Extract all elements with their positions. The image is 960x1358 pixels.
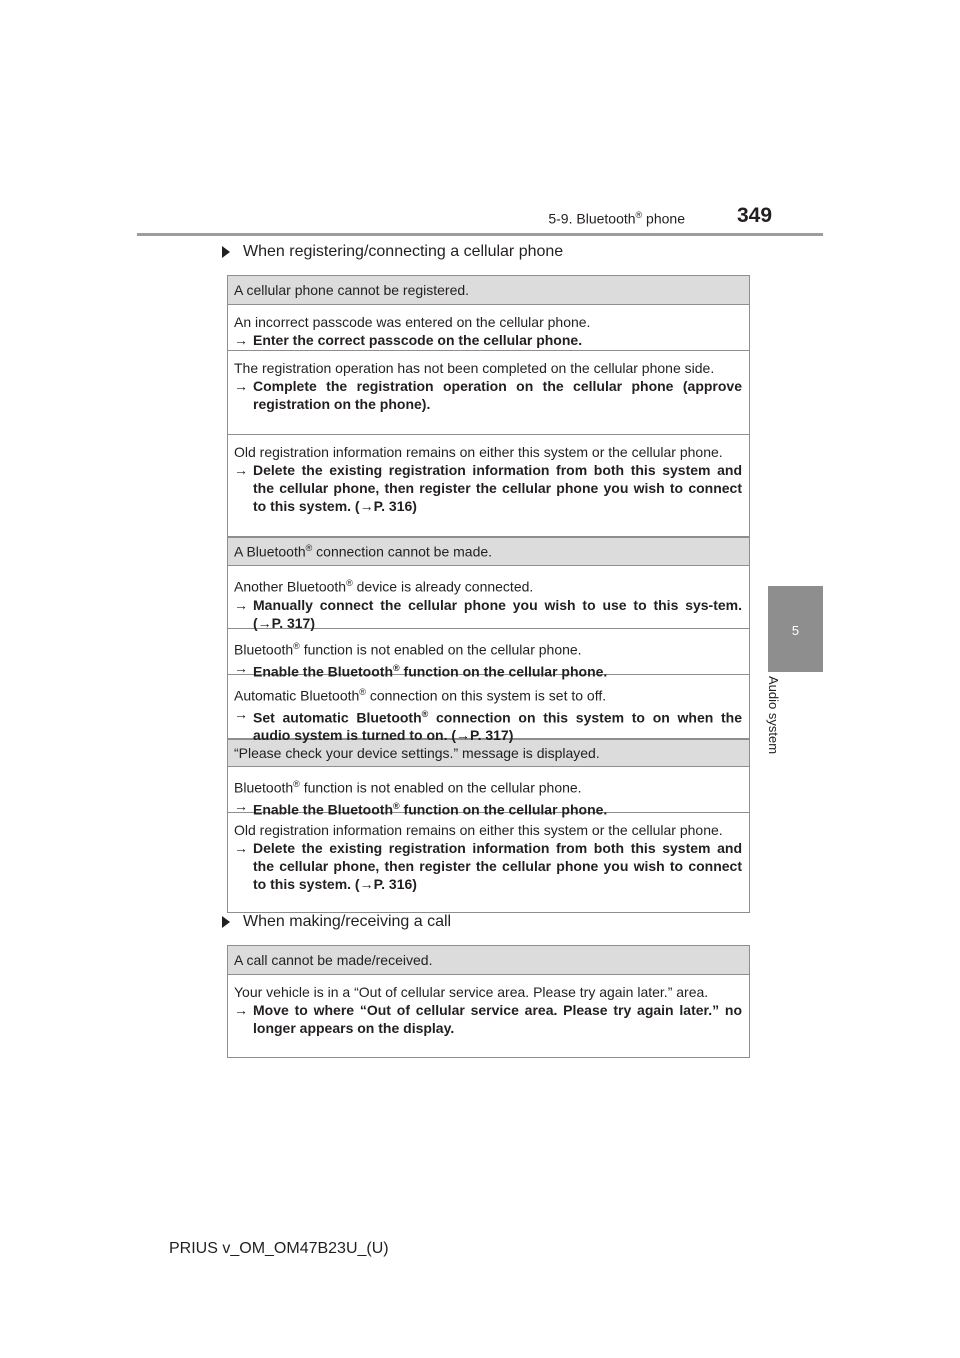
cause-text: Bluetooth® function is not enabled on the cellular phone. [234, 779, 582, 796]
remedy-text: → Move to where “Out of cellular service area. Please try again later.” no longer appears on the display. [234, 1002, 742, 1036]
remedy-text: → Manually connect the cellular phone you wish to use to this sys-tem. (→P. 317) [234, 596, 742, 631]
troubleshoot-row [228, 629, 749, 680]
remedy-text: → Enable the Bluetooth® function on the cellular phone. [234, 659, 608, 680]
cause-text: Old registration information remains on either this system or the cellular phone. [234, 822, 723, 838]
page-number: 349 [737, 204, 773, 227]
registered-mark: ® [635, 210, 643, 220]
cause-text: Your vehicle is in a “Out of cellular service area. Please try again later.” area. [234, 984, 709, 1000]
header-rule [137, 233, 823, 236]
triangle-bullet-icon [222, 916, 230, 928]
chapter-label-text: Audio system [766, 676, 781, 755]
troubleshoot-box-calls [227, 945, 750, 1058]
remedy-text: → Enter the correct passcode on the cellular phone. [234, 332, 583, 348]
arrow-icon: → [234, 840, 248, 856]
troubleshoot-row [228, 435, 749, 537]
problem-header: A cellular phone cannot be registered. [228, 276, 749, 305]
troubleshoot-row [228, 305, 749, 351]
section-heading-text: When registering/connecting a cellular phone [243, 243, 564, 260]
arrow-icon: → [234, 659, 248, 676]
troubleshoot-row [228, 566, 749, 629]
remedy-text: → Complete the registration operation on the cellular phone (approve registration on the phone). [234, 378, 742, 412]
troubleshoot-row [228, 767, 749, 818]
cause-text: Old registration information remains on either this system or the cellular phone. [234, 444, 723, 460]
troubleshoot-row [228, 975, 749, 1057]
cause-text: Automatic Bluetooth® connection on this system is set to off. [234, 687, 607, 704]
troubleshoot-box-register [227, 275, 750, 913]
section-heading-calls [222, 913, 451, 931]
chapter-tab [768, 586, 823, 672]
section-heading-text: When making/receiving a call [243, 913, 452, 930]
remedy-text: → Delete the existing registration information from both this system and the cellular phone, then register the cellular phone you wish to connect to this system. (→P. 316) [234, 840, 742, 892]
arrow-icon: → [234, 1002, 248, 1018]
section-title [548, 210, 685, 227]
troubleshoot-row [228, 675, 749, 744]
arrow-icon: → [234, 332, 248, 348]
triangle-bullet-icon [222, 246, 230, 258]
arrow-icon: → [234, 596, 248, 613]
remedy-text: → Enable the Bluetooth® function on the cellular phone. [234, 797, 608, 818]
problem-header: A Bluetooth® connection cannot be made. [228, 537, 749, 566]
cause-text: An incorrect passcode was entered on the cellular phone. [234, 314, 591, 330]
arrow-icon: → [234, 378, 248, 394]
chapter-number: 5 [791, 623, 800, 638]
section-title-suffix: phone [642, 210, 685, 227]
arrow-icon: → [234, 705, 248, 722]
arrow-icon: → [234, 462, 248, 478]
remedy-text: → Delete the existing registration information from both this system and the cellular phone, then register the cellular phone you wish to connect to this system. (→P. 316) [234, 462, 742, 514]
problem-header: “Please check your device settings.” message is displayed. [228, 739, 749, 767]
section-heading-registering [222, 243, 563, 261]
cause-text: Another Bluetooth® device is already connected. [234, 578, 534, 595]
problem-header: A call cannot be made/received. [228, 946, 749, 975]
document-footer: PRIUS v_OM_OM47B23U_(U) [169, 1240, 389, 1257]
arrow-icon: → [234, 797, 248, 814]
chapter-label [768, 676, 794, 796]
cause-text: Bluetooth® function is not enabled on the cellular phone. [234, 641, 582, 658]
troubleshoot-row [228, 813, 749, 912]
section-title-prefix: 5-9. Bluetooth [548, 210, 636, 227]
cause-text: The registration operation has not been completed on the cellular phone side. [234, 360, 715, 376]
remedy-text: → Set automatic Bluetooth® connection on this system to on when the audio system is turned to on. (→P. 317) [234, 705, 742, 744]
troubleshoot-row [228, 351, 749, 435]
